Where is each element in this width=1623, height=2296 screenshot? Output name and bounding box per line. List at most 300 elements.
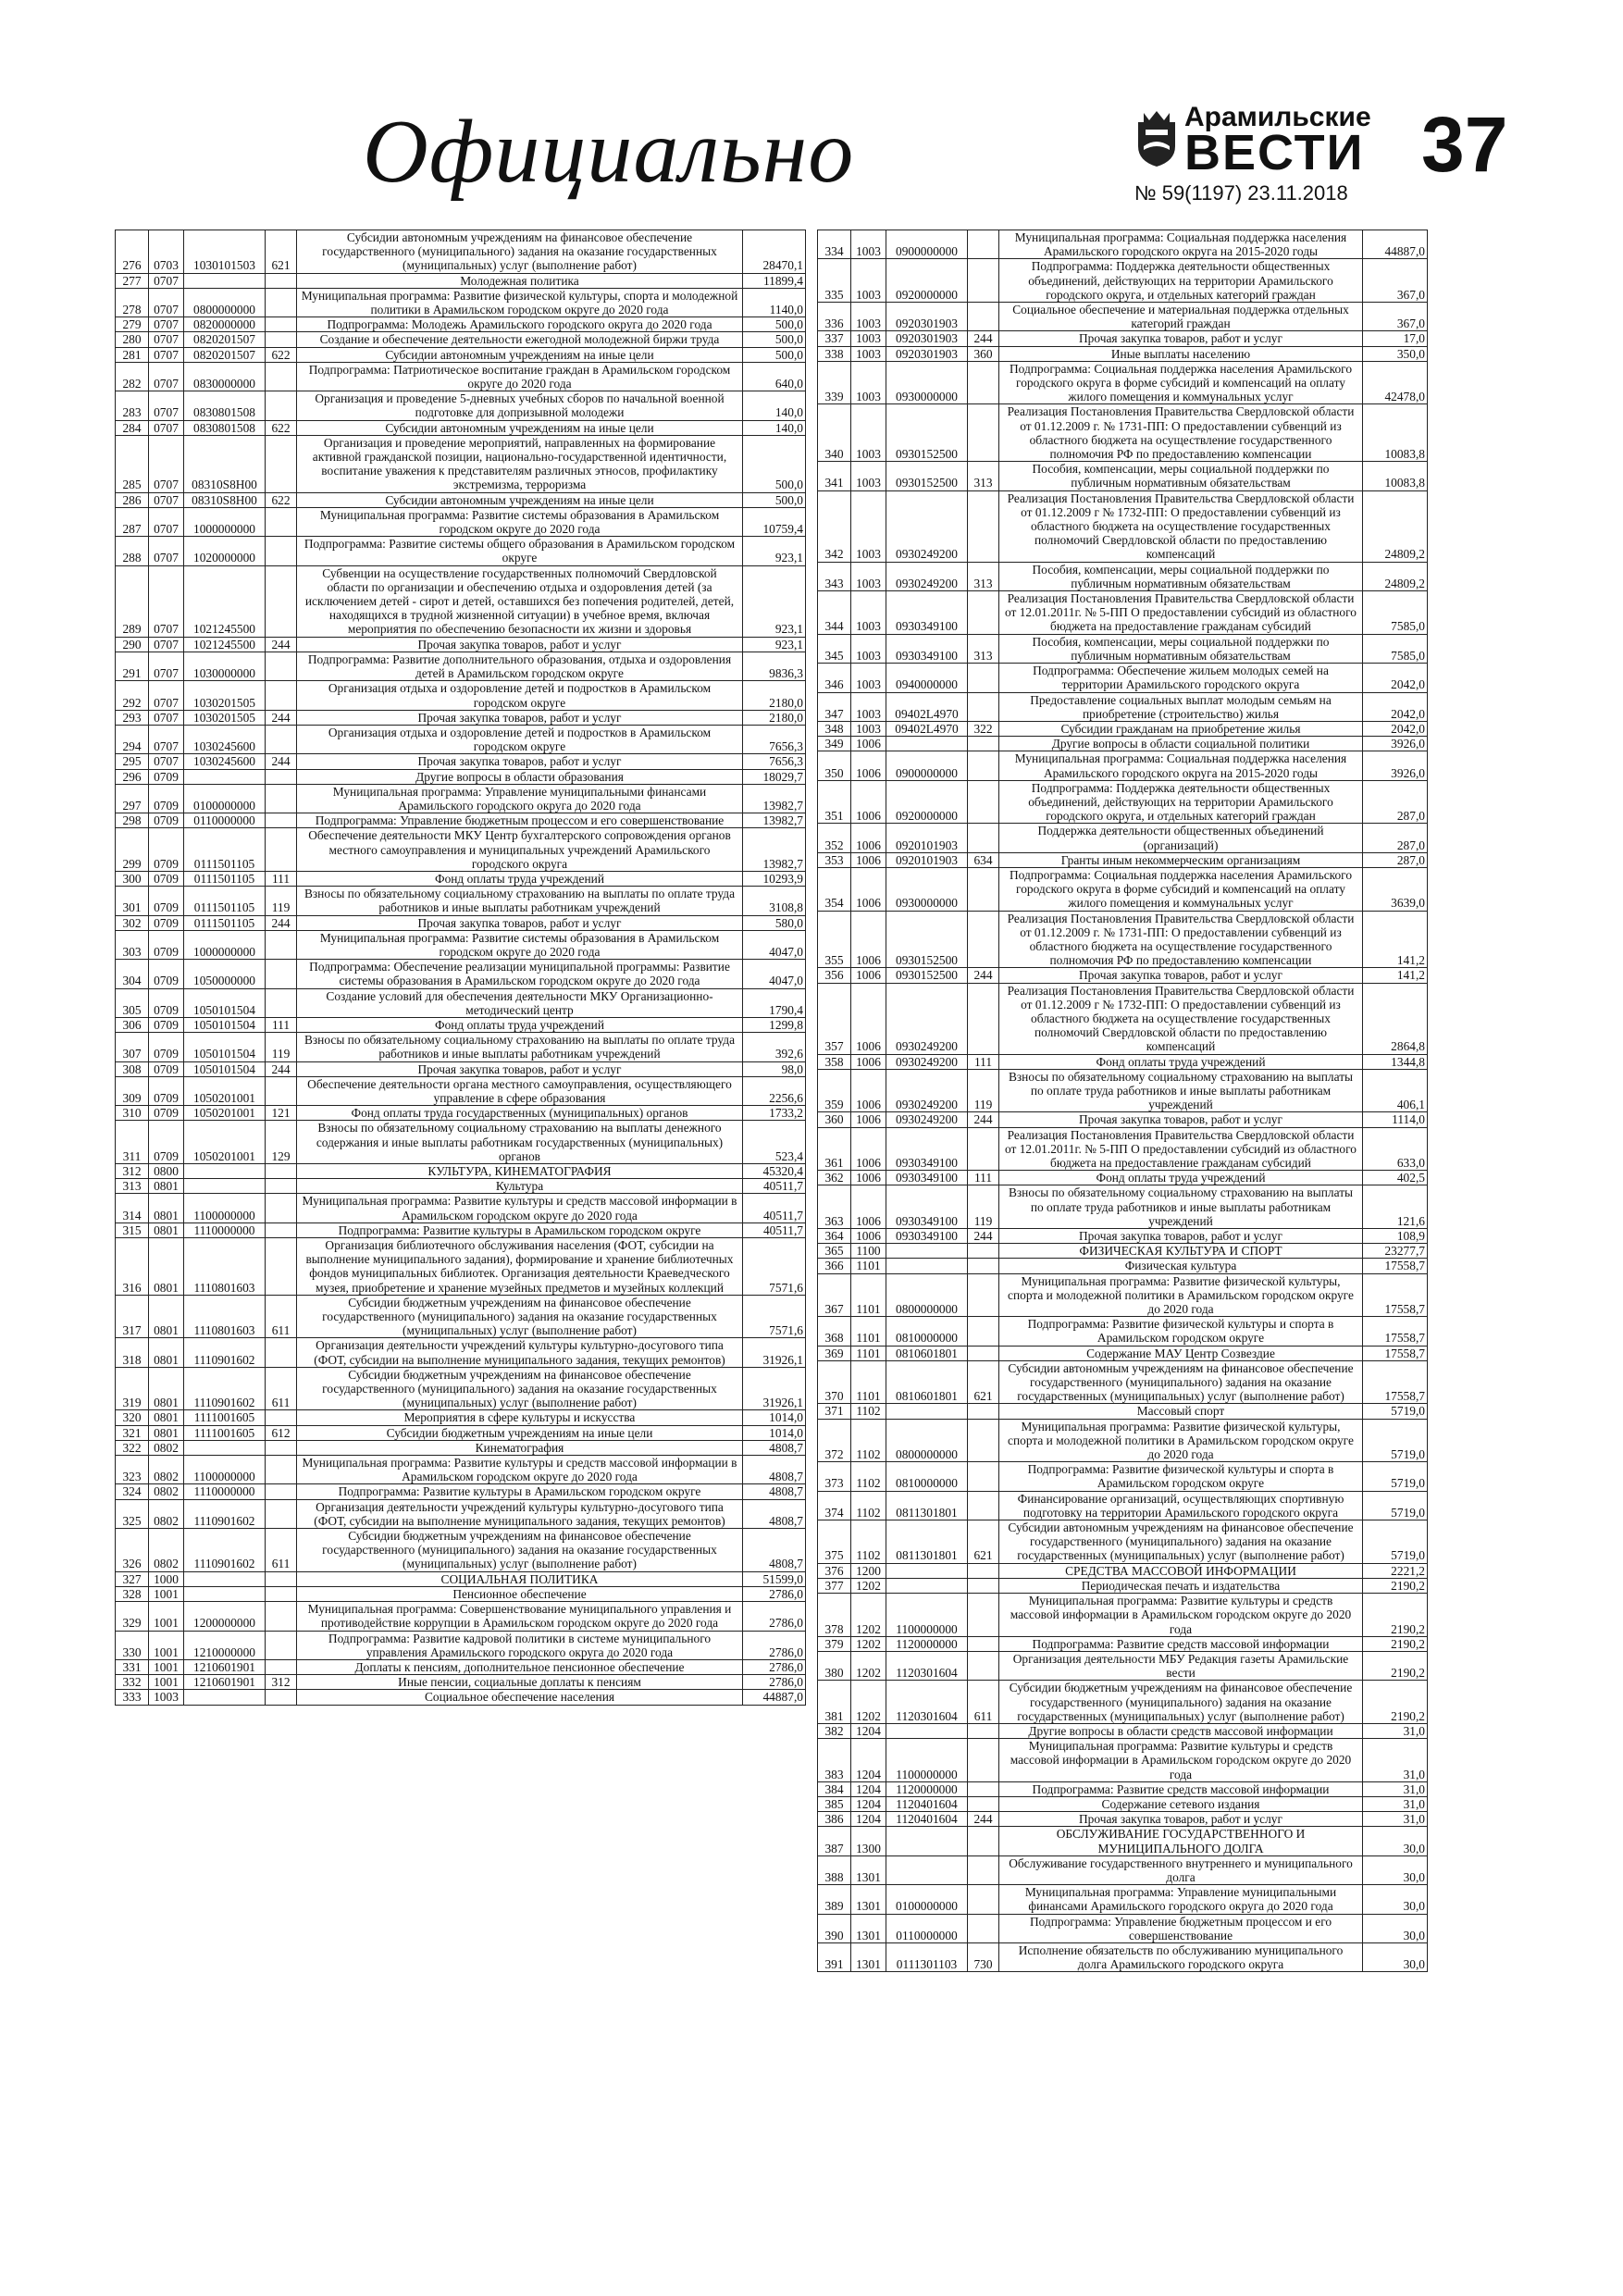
section-code: 0709 — [149, 784, 184, 813]
row-number: 366 — [818, 1259, 851, 1273]
expense-type-code: 111 — [266, 871, 297, 886]
line-item-description: Подпрограмма: Социальная поддержка населения Арамильского городского округа в форме субсидий и компенсаций на оплату жилого помещения и коммунальных услуг — [999, 867, 1363, 911]
line-item-description: Организация и проведение 5-дневных учебных сборов по начальной военной подготовке для допризывной молодежи — [297, 391, 743, 420]
line-item-description: СРЕДСТВА МАССОВОЙ ИНФОРМАЦИИ — [999, 1563, 1363, 1578]
table-row — [116, 1179, 806, 1194]
expense-type-code: 611 — [266, 1295, 297, 1338]
line-item-description: Муниципальная программа: Развитие физической культуры, спорта и молодежной политики в Арамильском городском округе до 2020 года — [999, 1273, 1363, 1317]
section-code: 0707 — [149, 537, 184, 565]
table-row — [116, 1675, 806, 1690]
target-article-code: 08310S8H00 — [184, 435, 266, 492]
row-number: 382 — [818, 1723, 851, 1738]
amount: 17,0 — [1363, 331, 1428, 346]
expense-type-code — [266, 1571, 297, 1586]
line-item-description: Субсидии бюджетным учреждениям на финансовое обеспечение государственного (муниципального) задания на оказание государственных (муниципальных) услуг (выполнение работ) — [297, 1529, 743, 1572]
target-article-code: 0930349100 — [886, 1185, 968, 1229]
row-number: 298 — [116, 813, 149, 828]
expense-type-code — [968, 1636, 999, 1651]
section-code: 1006 — [851, 737, 886, 751]
section-title: Официально — [363, 102, 855, 202]
target-article-code: 0800000000 — [886, 1419, 968, 1462]
table-row — [818, 1317, 1428, 1346]
section-code: 0801 — [149, 1425, 184, 1440]
amount: 3926,0 — [1363, 737, 1428, 751]
row-number: 324 — [116, 1484, 149, 1499]
section-code: 1202 — [851, 1651, 886, 1680]
amount: 5719,0 — [1363, 1419, 1428, 1462]
expense-type-code: 111 — [266, 1017, 297, 1032]
section-code: 0709 — [149, 1033, 184, 1061]
line-item-description: Субсидии автономным учреждениям на иные цели — [297, 492, 743, 507]
section-code: 0707 — [149, 681, 184, 710]
target-article-code: 0100000000 — [886, 1885, 968, 1914]
section-code: 0800 — [149, 1164, 184, 1179]
expense-type-code — [968, 1259, 999, 1273]
table-row — [116, 391, 806, 420]
target-article-code: 1120000000 — [886, 1781, 968, 1796]
line-item-description: Гранты иным некоммерческим организациям — [999, 852, 1363, 867]
target-article-code — [886, 1259, 968, 1273]
expense-type-code: 312 — [266, 1675, 297, 1690]
row-number: 381 — [818, 1681, 851, 1724]
target-article-code: 1111001605 — [184, 1410, 266, 1425]
expense-type-code — [266, 317, 297, 332]
expense-type-code: 244 — [266, 1061, 297, 1076]
target-article-code — [886, 1723, 968, 1738]
target-article-code — [886, 1563, 968, 1578]
line-item-description: Пособия, компенсации, меры социальной поддержки по публичным нормативным обязательствам — [999, 634, 1363, 663]
target-article-code — [886, 1855, 968, 1884]
section-code: 1102 — [851, 1491, 886, 1520]
table-row — [116, 988, 806, 1017]
amount: 5719,0 — [1363, 1520, 1428, 1564]
expense-type-code: 611 — [968, 1681, 999, 1724]
row-number: 285 — [116, 435, 149, 492]
amount: 367,0 — [1363, 303, 1428, 331]
row-number: 283 — [116, 391, 149, 420]
budget-table-right — [817, 230, 1428, 1972]
section-code: 1001 — [149, 1631, 184, 1659]
target-article-code: 0930000000 — [886, 361, 968, 404]
target-article-code: 0930249200 — [886, 983, 968, 1054]
amount: 2190,2 — [1363, 1578, 1428, 1593]
row-number: 351 — [818, 780, 851, 824]
target-article-code: 1210601901 — [184, 1659, 266, 1674]
line-item-description: Культура — [297, 1179, 743, 1194]
line-item-description: Социальное обеспечение и материальная поддержка отдельных категорий граждан — [999, 303, 1363, 331]
table-row — [818, 1914, 1428, 1942]
expense-type-code — [266, 435, 297, 492]
line-item-description: Доплаты к пенсиям, дополнительное пенсионное обеспечение — [297, 1659, 743, 1674]
amount: 1114,0 — [1363, 1112, 1428, 1127]
expense-type-code — [968, 1781, 999, 1796]
amount: 31,0 — [1363, 1796, 1428, 1811]
line-item-description: Подпрограмма: Поддержка деятельности общественных объединений, действующих на территории Арамильского городского округа, и отдельных категорий граждан — [999, 780, 1363, 824]
target-article-code: 0930249200 — [886, 490, 968, 562]
amount: 406,1 — [1363, 1069, 1428, 1112]
expense-type-code: 244 — [968, 1812, 999, 1827]
section-code: 1301 — [851, 1885, 886, 1914]
expense-type-code: 129 — [266, 1121, 297, 1164]
section-code: 0801 — [149, 1179, 184, 1194]
line-item-description: Реализация Постановления Правительства Свердловской области от 12.01.2011г. № 5-ПП О предоставлении субсидий из областного бюджета на предоставление гражданам субсидий — [999, 1127, 1363, 1171]
line-item-description: Субсидии бюджетным учреждениям на финансовое обеспечение государственного (муниципального) задания на оказание государственных (муниципальных) услуг (выполнение работ) — [999, 1681, 1363, 1724]
row-number: 348 — [818, 721, 851, 736]
row-number: 288 — [116, 537, 149, 565]
amount: 3639,0 — [1363, 867, 1428, 911]
section-code: 1006 — [851, 1229, 886, 1244]
table-row — [116, 637, 806, 652]
row-number: 292 — [116, 681, 149, 710]
section-code: 0709 — [149, 769, 184, 784]
amount: 10293,9 — [743, 871, 806, 886]
expense-type-code — [968, 259, 999, 303]
line-item-description: Муниципальная программа: Развитие физической культуры, спорта и молодежной политики в Арамильском городском округе до 2020 года — [297, 288, 743, 316]
section-code: 1101 — [851, 1346, 886, 1360]
target-article-code: 0830801508 — [184, 391, 266, 420]
section-code: 0707 — [149, 725, 184, 753]
row-number: 306 — [116, 1017, 149, 1032]
row-number: 349 — [818, 737, 851, 751]
target-article-code: 0930349100 — [886, 634, 968, 663]
expense-type-code — [266, 784, 297, 813]
row-number: 359 — [818, 1069, 851, 1112]
row-number: 290 — [116, 637, 149, 652]
line-item-description: Фонд оплаты труда учреждений — [297, 871, 743, 886]
target-article-code: 1021245500 — [184, 565, 266, 637]
line-item-description: Прочая закупка товаров, работ и услуг — [297, 754, 743, 769]
table-row — [818, 1112, 1428, 1127]
amount: 13982,7 — [743, 813, 806, 828]
expense-type-code — [266, 1338, 297, 1367]
expense-type-code — [266, 391, 297, 420]
section-code: 1006 — [851, 968, 886, 983]
section-code: 1006 — [851, 751, 886, 780]
table-row — [818, 1419, 1428, 1462]
amount: 108,9 — [1363, 1229, 1428, 1244]
amount: 17558,7 — [1363, 1259, 1428, 1273]
target-article-code — [184, 1586, 266, 1601]
amount: 7656,3 — [743, 725, 806, 753]
row-number: 337 — [818, 331, 851, 346]
section-code: 0707 — [149, 273, 184, 288]
amount: 40511,7 — [743, 1222, 806, 1237]
row-number: 307 — [116, 1033, 149, 1061]
amount: 40511,7 — [743, 1179, 806, 1194]
line-item-description: КУЛЬТУРА, КИНЕМАТОГРАФИЯ — [297, 1164, 743, 1179]
row-number: 357 — [818, 983, 851, 1054]
target-article-code: 0930152500 — [886, 911, 968, 968]
section-code: 0709 — [149, 915, 184, 930]
target-article-code: 1050101504 — [184, 1017, 266, 1032]
row-number: 389 — [818, 1885, 851, 1914]
line-item-description: Субсидии автономным учреждениям на иные цели — [297, 420, 743, 435]
section-code: 0707 — [149, 507, 184, 536]
line-item-description: Фонд оплаты труда учреждений — [999, 1054, 1363, 1069]
row-number: 356 — [818, 968, 851, 983]
amount: 11899,4 — [743, 273, 806, 288]
table-row — [818, 824, 1428, 852]
row-number: 367 — [818, 1273, 851, 1317]
target-article-code: 1100000000 — [886, 1594, 968, 1637]
row-number: 319 — [116, 1367, 149, 1410]
amount: 18029,7 — [743, 769, 806, 784]
row-number: 333 — [116, 1690, 149, 1705]
row-number: 388 — [818, 1855, 851, 1884]
line-item-description: Молодежная политика — [297, 273, 743, 288]
section-code: 0801 — [149, 1410, 184, 1425]
page-number: 37 — [1421, 101, 1508, 188]
expense-type-code: 244 — [968, 1112, 999, 1127]
expense-type-code: 313 — [968, 562, 999, 590]
amount: 10759,4 — [743, 507, 806, 536]
section-code: 0801 — [149, 1338, 184, 1367]
expense-type-code — [266, 652, 297, 680]
section-code: 0802 — [149, 1529, 184, 1572]
line-item-description: Муниципальная программа: Совершенствование муниципального управления и противодействие коррупции в Арамильском городском округе до 2020 года — [297, 1602, 743, 1631]
table-row — [818, 259, 1428, 303]
line-item-description: Организация деятельности учреждений культуры культурно-досугового типа (ФОТ, субсидии на выполнение муниципального задания, текущих ремонтов) — [297, 1338, 743, 1367]
expense-type-code — [968, 1796, 999, 1811]
amount: 31926,1 — [743, 1338, 806, 1367]
amount: 17558,7 — [1363, 1346, 1428, 1360]
table-row — [116, 725, 806, 753]
table-row — [116, 1017, 806, 1032]
amount: 2786,0 — [743, 1659, 806, 1674]
row-number: 329 — [116, 1602, 149, 1631]
target-article-code: 0930349100 — [886, 1171, 968, 1185]
line-item-description: Реализация Постановления Правительства Свердловской области от 01.12.2009 г № 1732-ПП: О предоставлении субвенций из областного бюджета на осуществление государственных полномочий Свердловской области по предоставлению компенсаций — [999, 983, 1363, 1054]
row-number: 338 — [818, 346, 851, 361]
amount: 2042,0 — [1363, 721, 1428, 736]
amount: 4047,0 — [743, 930, 806, 959]
amount: 2256,6 — [743, 1076, 806, 1105]
section-code: 1101 — [851, 1317, 886, 1346]
table-row — [116, 1061, 806, 1076]
section-code: 0709 — [149, 871, 184, 886]
section-code: 1003 — [851, 490, 886, 562]
line-item-description: Взносы по обязательному социальному страхованию на выплаты по оплате труда работников и иные выплаты работникам учреждений — [297, 887, 743, 915]
amount: 140,0 — [743, 420, 806, 435]
amount: 640,0 — [743, 362, 806, 391]
table-row — [818, 462, 1428, 490]
table-row — [818, 331, 1428, 346]
line-item-description: СОЦИАЛЬНАЯ ПОЛИТИКА — [297, 1571, 743, 1586]
section-code: 1102 — [851, 1462, 886, 1491]
line-item-description: Муниципальная программа: Управление муниципальными финансами Арамильского городского округа до 2020 года — [297, 784, 743, 813]
section-code: 1300 — [851, 1827, 886, 1855]
expense-type-code — [266, 988, 297, 1017]
expense-type-code: 121 — [266, 1106, 297, 1121]
amount: 1299,8 — [743, 1017, 806, 1032]
line-item-description: Прочая закупка товаров, работ и услуг — [999, 1812, 1363, 1827]
amount: 500,0 — [743, 347, 806, 362]
row-number: 309 — [116, 1076, 149, 1105]
amount: 7585,0 — [1363, 634, 1428, 663]
target-article-code: 0920301903 — [886, 331, 968, 346]
table-row — [116, 1571, 806, 1586]
amount: 500,0 — [743, 492, 806, 507]
row-number: 304 — [116, 960, 149, 988]
row-number: 385 — [818, 1796, 851, 1811]
section-code: 0802 — [149, 1484, 184, 1499]
amount: 10083,8 — [1363, 404, 1428, 462]
line-item-description: Содержание сетевого издания — [999, 1796, 1363, 1811]
amount: 1344,8 — [1363, 1054, 1428, 1069]
section-code: 0707 — [149, 317, 184, 332]
table-row — [818, 1723, 1428, 1738]
amount: 7656,3 — [743, 754, 806, 769]
expense-type-code: 244 — [968, 1229, 999, 1244]
table-row — [818, 780, 1428, 824]
amount: 1140,0 — [743, 288, 806, 316]
table-row — [116, 871, 806, 886]
expense-type-code — [266, 1456, 297, 1484]
amount: 31,0 — [1363, 1739, 1428, 1782]
line-item-description: Массовый спорт — [999, 1404, 1363, 1419]
expense-type-code — [266, 1690, 297, 1705]
line-item-description: Фонд оплаты труда учреждений — [297, 1017, 743, 1032]
row-number: 370 — [818, 1360, 851, 1404]
amount: 30,0 — [1363, 1942, 1428, 1971]
section-code: 1003 — [851, 303, 886, 331]
expense-type-code — [968, 1127, 999, 1171]
target-article-code: 0810000000 — [886, 1462, 968, 1491]
table-row — [818, 1069, 1428, 1112]
line-item-description: Организация деятельности МБУ Редакция газеты Арамильские вести — [999, 1651, 1363, 1680]
target-article-code: 0930349100 — [886, 1229, 968, 1244]
line-item-description: Подпрограмма: Поддержка деятельности общественных объединений, действующих на территории Арамильского городского округа, и отдельных категорий граждан — [999, 259, 1363, 303]
table-row — [116, 1164, 806, 1179]
table-row — [818, 1781, 1428, 1796]
section-code: 0707 — [149, 332, 184, 347]
expense-type-code — [968, 737, 999, 751]
row-number: 318 — [116, 1338, 149, 1367]
row-number: 293 — [116, 710, 149, 725]
line-item-description: Подпрограмма: Обеспечение реализации муниципальной программы: Развитие системы образования в Арамильском городском округе до 2020 года — [297, 960, 743, 988]
expense-type-code — [968, 1404, 999, 1419]
table-row — [116, 1238, 806, 1296]
line-item-description: Реализация Постановления Правительства Свердловской области от 01.12.2009 г. № 1731-ПП: О предоставлении субвенций из областного бюджета на осуществление государственного полномочия РФ по предоставлению компенсации — [999, 911, 1363, 968]
amount: 98,0 — [743, 1061, 806, 1076]
amount: 7585,0 — [1363, 591, 1428, 635]
table-row — [818, 1127, 1428, 1171]
expense-type-code — [968, 303, 999, 331]
table-row — [818, 911, 1428, 968]
section-code: 0709 — [149, 1106, 184, 1121]
table-row — [116, 769, 806, 784]
section-code: 1204 — [851, 1812, 886, 1827]
row-number: 368 — [818, 1317, 851, 1346]
row-number: 380 — [818, 1651, 851, 1680]
expense-type-code — [968, 404, 999, 462]
amount: 30,0 — [1363, 1914, 1428, 1942]
line-item-description: Социальное обеспечение населения — [297, 1690, 743, 1705]
target-article-code: 08310S8H00 — [184, 492, 266, 507]
row-number: 355 — [818, 911, 851, 968]
line-item-description: Физическая культура — [999, 1259, 1363, 1273]
section-code: 0707 — [149, 637, 184, 652]
target-article-code: 1050101504 — [184, 1061, 266, 1076]
section-code: 0707 — [149, 710, 184, 725]
expense-type-code — [968, 1651, 999, 1680]
row-number: 371 — [818, 1404, 851, 1419]
expense-type-code — [968, 1723, 999, 1738]
line-item-description: Муниципальная программа: Развитие системы образования в Арамильском городском округе до 2020 года — [297, 930, 743, 959]
target-article-code: 09402L4970 — [886, 721, 968, 736]
table-row — [818, 1942, 1428, 1971]
target-article-code — [184, 1440, 266, 1455]
row-number: 364 — [818, 1229, 851, 1244]
row-number: 369 — [818, 1346, 851, 1360]
row-number: 327 — [116, 1571, 149, 1586]
section-code: 0707 — [149, 435, 184, 492]
amount: 2180,0 — [743, 710, 806, 725]
target-article-code — [886, 1578, 968, 1593]
expense-type-code — [968, 1914, 999, 1942]
amount: 45320,4 — [743, 1164, 806, 1179]
expense-type-code — [968, 751, 999, 780]
page-header — [0, 0, 1623, 222]
amount: 31,0 — [1363, 1723, 1428, 1738]
target-article-code: 0920301903 — [886, 303, 968, 331]
amount: 17558,7 — [1363, 1273, 1428, 1317]
amount: 17558,7 — [1363, 1317, 1428, 1346]
expense-type-code — [266, 930, 297, 959]
target-article-code: 0930152500 — [886, 462, 968, 490]
target-article-code: 1110000000 — [184, 1222, 266, 1237]
section-code: 1200 — [851, 1563, 886, 1578]
expense-type-code — [968, 1317, 999, 1346]
table-row — [116, 435, 806, 492]
table-row — [116, 1367, 806, 1410]
amount: 5719,0 — [1363, 1462, 1428, 1491]
expense-type-code: 119 — [266, 887, 297, 915]
row-number: 302 — [116, 915, 149, 930]
table-row — [818, 968, 1428, 983]
row-number: 336 — [818, 303, 851, 331]
newspaper-logo — [1134, 102, 1375, 180]
row-number: 377 — [818, 1578, 851, 1593]
line-item-description: Муниципальная программа: Развитие системы образования в Арамильском городском округе до 2020 года — [297, 507, 743, 536]
target-article-code: 0820000000 — [184, 317, 266, 332]
row-number: 320 — [116, 1410, 149, 1425]
coat-of-arms-icon — [1134, 109, 1179, 168]
row-number: 390 — [818, 1914, 851, 1942]
row-number: 350 — [818, 751, 851, 780]
line-item-description: Подпрограмма: Управление бюджетным процессом и его совершенствование — [297, 813, 743, 828]
section-code: 1006 — [851, 1171, 886, 1185]
table-row — [116, 492, 806, 507]
row-number: 384 — [818, 1781, 851, 1796]
line-item-description: Периодическая печать и издательства — [999, 1578, 1363, 1593]
line-item-description: Прочая закупка товаров, работ и услуг — [999, 968, 1363, 983]
section-code: 1006 — [851, 1127, 886, 1171]
row-number: 345 — [818, 634, 851, 663]
target-article-code: 1110801603 — [184, 1295, 266, 1338]
amount: 7571,6 — [743, 1238, 806, 1296]
line-item-description: Субсидии бюджетным учреждениям на финансовое обеспечение государственного (муниципального) задания на оказание государственных (муниципальных) услуг (выполнение работ) — [297, 1367, 743, 1410]
amount: 31926,1 — [743, 1367, 806, 1410]
expense-type-code — [968, 911, 999, 968]
line-item-description: Иные пенсии, социальные доплаты к пенсиям — [297, 1675, 743, 1690]
row-number: 297 — [116, 784, 149, 813]
row-number: 308 — [116, 1061, 149, 1076]
table-row — [116, 930, 806, 959]
section-code: 1001 — [149, 1675, 184, 1690]
expense-type-code — [266, 1179, 297, 1194]
section-code: 1003 — [851, 259, 886, 303]
